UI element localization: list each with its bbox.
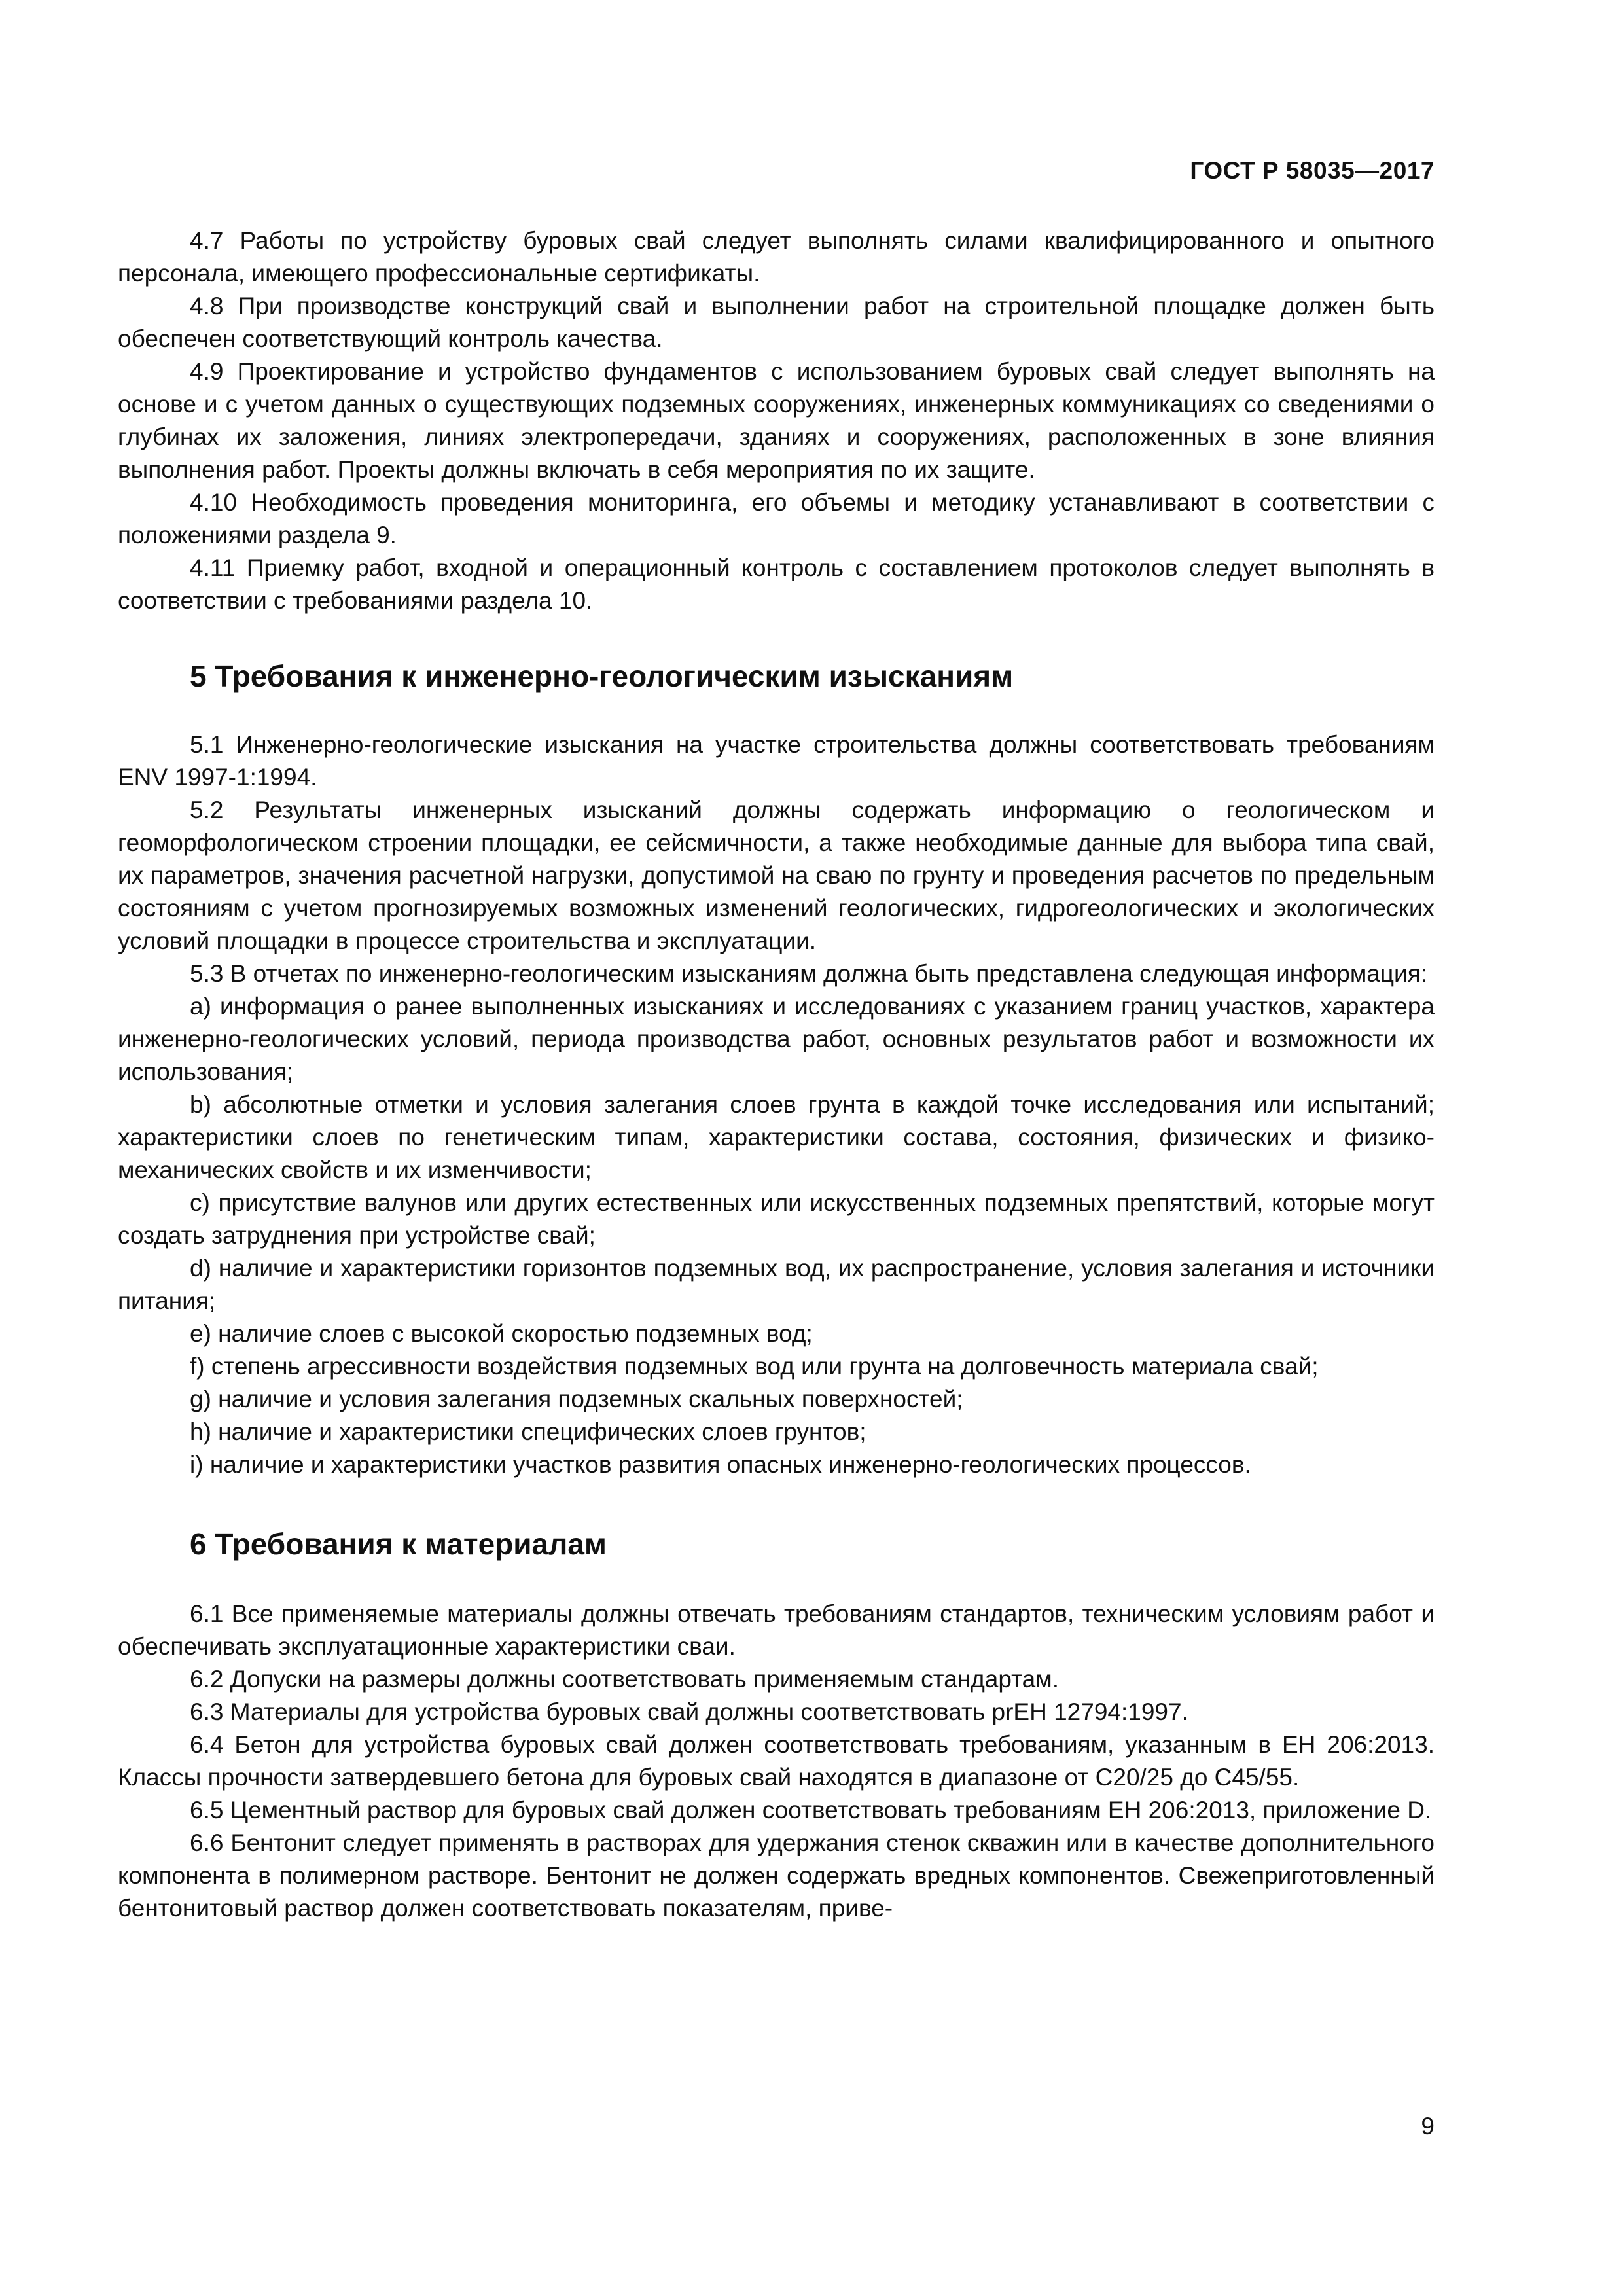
list-item-h: h) наличие и характеристики специфических слоев грунтов; bbox=[190, 1418, 866, 1445]
list-item-b: b) абсолютные отметки и условия залегания слоев грунта в каждой точке исследования или испытаний; характеристики слоев по генетическим типам, характеристики состава, состояния, физических и физико-механических свойств и их изменчивости; bbox=[118, 1091, 1435, 1183]
document-code-header: ГОСТ Р 58035—2017 bbox=[1190, 157, 1435, 184]
list-item-c: c) присутствие валунов или других естественных или искусственных подземных препятствий, которые могут создать затруднения при устройстве свай; bbox=[118, 1189, 1435, 1249]
section-6-heading: 6 Требования к материалам bbox=[190, 1527, 607, 1561]
clause-5-1: 5.1 Инженерно-геологические изыскания на участке строительства должны соответствовать требованиям ENV 1997-1:1994. bbox=[118, 731, 1435, 791]
clause-6-5: 6.5 Цементный раствор для буровых свай должен соответствовать требованиям EH 206:2013, приложение D. bbox=[190, 1797, 1432, 1823]
list-item-e: e) наличие слоев с высокой скоростью подземных вод; bbox=[190, 1320, 813, 1347]
clause-5-3: 5.3 В отчетах по инженерно-геологическим изысканиям должна быть представлена следующая информация: bbox=[190, 960, 1428, 987]
clause-6-3: 6.3 Материалы для устройства буровых свай должны соответствовать prEH 12794:1997. bbox=[190, 1698, 1188, 1725]
clause-4-8: 4.8 При производстве конструкций свай и выполнении работ на строительной площадке должен быть обеспечен соответствующий контроль качества. bbox=[118, 293, 1435, 352]
page-number: 9 bbox=[1421, 2113, 1435, 2140]
clause-4-7: 4.7 Работы по устройству буровых свай следует выполнять силами квалифицированного и опытного персонала, имеющего профессиональные сертификаты. bbox=[118, 227, 1435, 287]
clause-5-2: 5.2 Результаты инженерных изысканий должны содержать информацию о геологическом и геоморфологическом строении площадки, ее сейсмичности, а также необходимые данные для выбора типа свай, их параметров, значения расчетной нагрузки, допустимой на сваю по грунту и проведения расчетов по предельным состояниям с учетом прогнозируемых возможных изменений геологических, гидрогеологических и экологических условий площадки в процессе строительства и эксплуатации. bbox=[118, 797, 1435, 954]
clause-6-1: 6.1 Все применяемые материалы должны отвечать требованиям стандартов, техническим условиям работ и обеспечивать эксплуатационные характеристики сваи. bbox=[118, 1600, 1435, 1660]
clause-6-2: 6.2 Допуски на размеры должны соответствовать применяемым стандартам. bbox=[190, 1666, 1059, 1693]
clause-6-4: 6.4 Бетон для устройства буровых свай должен соответствовать требованиям, указанным в EH 206:2013. Классы прочности затвердевшего бетона для буровых свай находятся в диапазоне от C20/25 до C45/55. bbox=[118, 1731, 1435, 1791]
clause-6-6: 6.6 Бентонит следует применять в растворах для удержания стенок скважин или в качестве дополнительного компонента в полимерном растворе. Бентонит не должен содержать вредных компонентов. Свежеприготовленный бентонитовый раствор должен соответствовать показателям, приве- bbox=[118, 1829, 1435, 1922]
section-5-heading: 5 Требования к инженерно-геологическим изысканиям bbox=[190, 659, 1014, 693]
list-item-f: f) степень агрессивности воздействия подземных вод или грунта на долговечность материала свай; bbox=[190, 1353, 1319, 1380]
list-item-a: a) информация о ранее выполненных изысканиях и исследованиях с указанием границ участков, характера инженерно-геологических условий, периода производства работ, основных результатов работ и возможности их использования; bbox=[118, 993, 1435, 1085]
document-body bbox=[118, 224, 1435, 1925]
clause-4-10: 4.10 Необходимость проведения мониторинга, его объемы и методику устанавливают в соответствии с положениями раздела 9. bbox=[118, 489, 1435, 548]
clause-4-11: 4.11 Приемку работ, входной и операционный контроль с составлением протоколов следует выполнять в соответствии с требованиями раздела 10. bbox=[118, 554, 1435, 614]
list-item-d: d) наличие и характеристики горизонтов подземных вод, их распространение, условия залегания и источники питания; bbox=[118, 1255, 1435, 1314]
clause-4-9: 4.9 Проектирование и устройство фундаментов с использованием буровых свай следует выполнять на основе и с учетом данных о существующих подземных сооружениях, инженерных коммуникациях со сведениями о глубинах их заложения, линиях электропередачи, зданиях и сооружениях, расположенных в зоне влияния выполнения работ. Проекты должны включать в себя мероприятия по их защите. bbox=[118, 358, 1435, 483]
list-item-i: i) наличие и характеристики участков развития опасных инженерно-геологических процессов. bbox=[190, 1451, 1251, 1478]
list-item-g: g) наличие и условия залегания подземных скальных поверхностей; bbox=[190, 1386, 963, 1412]
